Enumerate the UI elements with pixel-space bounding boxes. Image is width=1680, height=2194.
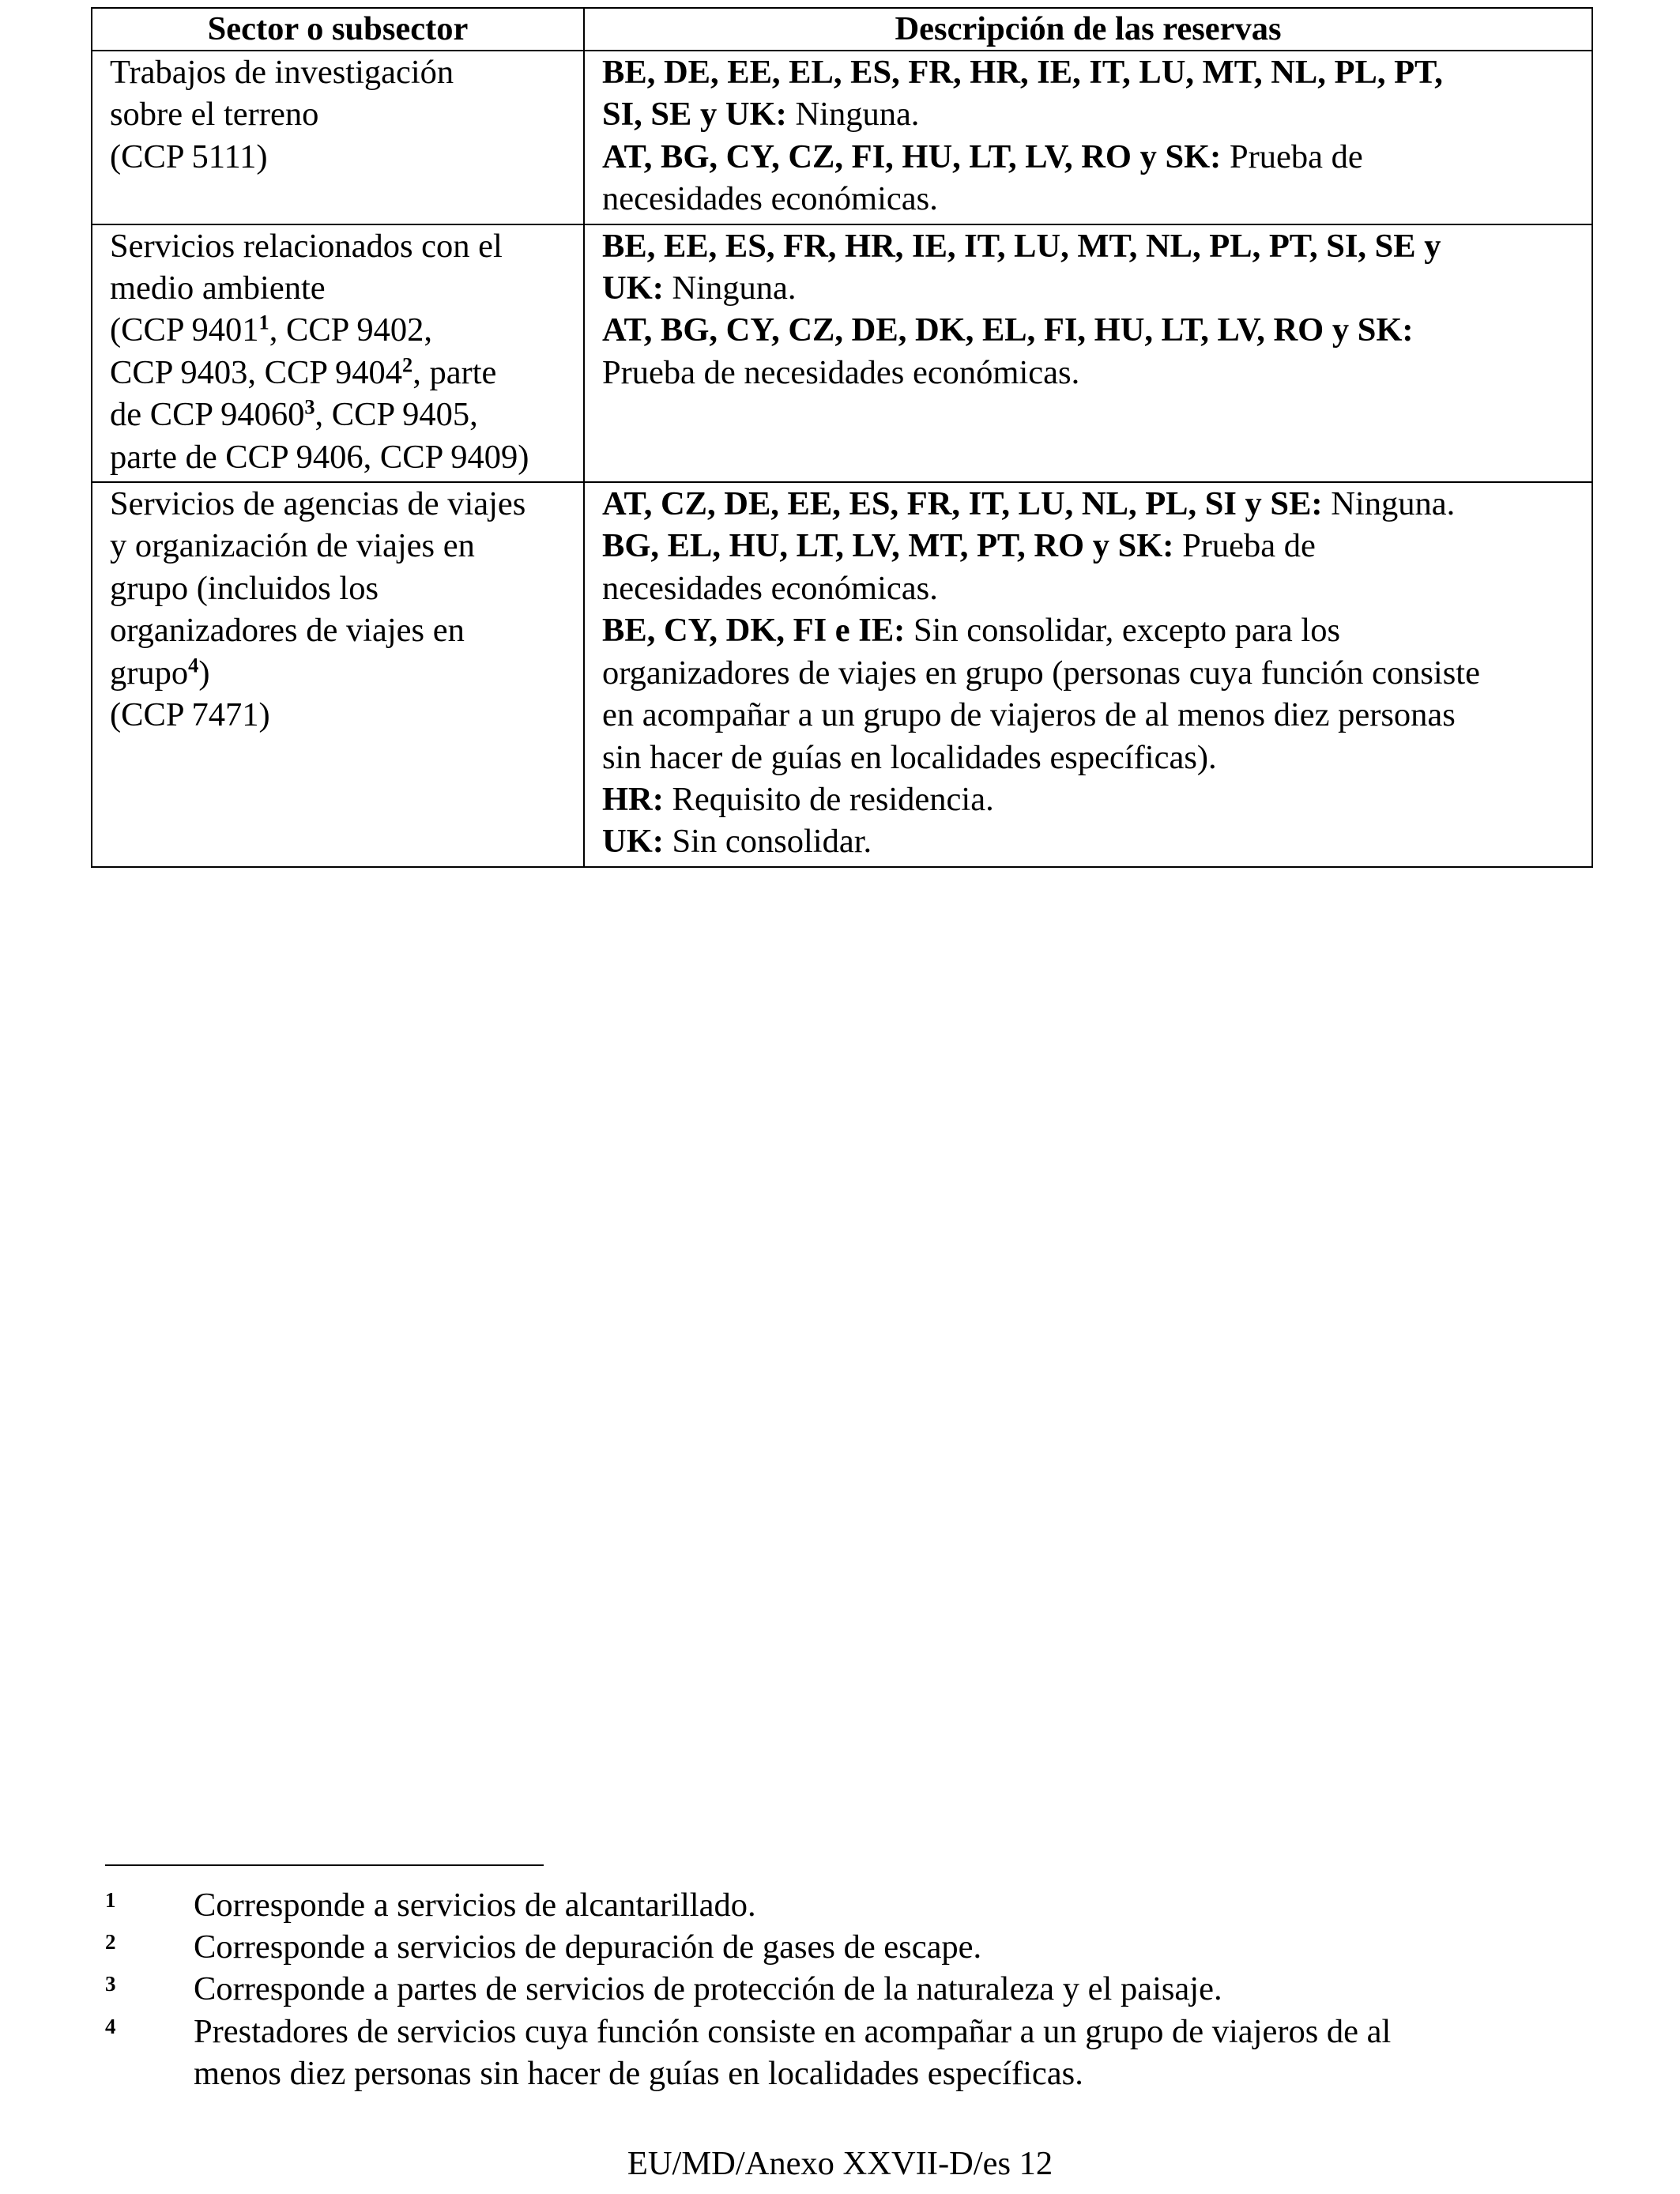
cell-text: Servicios de agencias de viajes (110, 485, 526, 523)
footnote-number: 1 (105, 1888, 116, 1912)
sector-cell (92, 224, 584, 482)
cell-text: sin hacer de guías en localidades específicas). (602, 738, 1217, 776)
country-codes: SI, SE y UK: (602, 96, 787, 134)
description-cell (584, 224, 1592, 482)
cell-text: , CCP 9405, (315, 396, 478, 434)
footnote-number: 3 (105, 1972, 116, 1996)
country-codes: BG, EL, HU, LT, LV, MT, PT, RO y SK: (602, 527, 1174, 565)
footnote-line: menos diez personas sin hacer de guías en localidades específicas. (194, 2054, 1083, 2092)
cell-line (110, 309, 575, 351)
cell-text: (CCP 9401 (110, 311, 259, 349)
cell-line (110, 436, 575, 478)
country-codes: BE, CY, DK, FI e IE: (602, 612, 906, 650)
footnote-line: Corresponde a partes de servicios de protección de la naturaleza y el paisaje. (194, 1970, 1222, 2008)
footnote-text (194, 1884, 1575, 1926)
footnote-line: Prestadores de servicios cuya función consiste en acompañar a un grupo de viajeros de al (194, 2012, 1392, 2050)
header-sector: Sector o subsector (92, 8, 584, 51)
cell-line (602, 225, 1584, 267)
footnote-ref: 1 (258, 311, 269, 334)
table-row (92, 482, 1592, 867)
cell-line (110, 652, 575, 694)
cell-line (110, 225, 575, 267)
footnote-ref: 4 (188, 654, 199, 677)
cell-line (110, 51, 575, 93)
sector-cell (92, 51, 584, 224)
cell-text: Prueba de (1221, 138, 1363, 175)
cell-line (602, 93, 1584, 135)
footnote-number: 2 (105, 1930, 116, 1955)
cell-text: Ninguna. (663, 270, 797, 307)
footnote-text (194, 1968, 1575, 2010)
cell-line (602, 525, 1584, 567)
footnote-number: 4 (105, 2014, 116, 2038)
country-codes: HR: (602, 780, 664, 818)
cell-line (110, 483, 575, 525)
cell-line (602, 567, 1584, 609)
footnote-ref: 2 (402, 353, 413, 377)
footnote (105, 1968, 1575, 2010)
footnote-separator (105, 1864, 544, 1866)
country-codes: AT, CZ, DE, EE, ES, FR, IT, LU, NL, PL, SI y SE: (602, 485, 1323, 523)
description-cell (584, 482, 1592, 867)
cell-line (110, 352, 575, 394)
cell-text: necesidades económicas. (602, 180, 938, 218)
cell-text: Sin consolidar, excepto para los (905, 612, 1340, 650)
cell-text: necesidades económicas. (602, 569, 938, 607)
footnote-line: Corresponde a servicios de depuración de gases de escape. (194, 1928, 982, 1966)
page-reference: EU/MD/Anexo XXVII-D/es 12 (627, 2145, 1053, 2182)
cell-text: (CCP 7471) (110, 696, 270, 734)
cell-line (602, 652, 1584, 694)
cell-text: organizadores de viajes en grupo (personas cuya función consiste (602, 654, 1480, 692)
cell-line (602, 352, 1584, 394)
cell-line (110, 267, 575, 309)
country-codes: AT, BG, CY, CZ, DE, DK, EL, FI, HU, LT, LV, RO y SK: (602, 311, 1414, 349)
cell-text: Ninguna. (1322, 485, 1456, 523)
cell-text: sobre el terreno (110, 96, 319, 134)
header-description: Descripción de las reservas (584, 8, 1592, 51)
cell-line (110, 394, 575, 435)
cell-line (110, 136, 575, 178)
cell-text: parte de CCP 9406, CCP 9409) (110, 438, 529, 476)
cell-line (602, 737, 1584, 778)
footnote-ref: 3 (304, 395, 315, 419)
cell-line (602, 309, 1584, 351)
reservations-table (91, 7, 1593, 868)
cell-text: Trabajos de investigación (110, 54, 454, 91)
footnote (105, 2011, 1575, 2094)
cell-line (110, 567, 575, 609)
cell-text: en acompañar a un grupo de viajeros de al menos diez personas (602, 696, 1456, 734)
cell-text: Prueba de necesidades económicas. (602, 353, 1080, 391)
cell-text: , CCP 9402, (269, 311, 432, 349)
cell-text: de CCP 94060 (110, 396, 305, 434)
cell-line (602, 267, 1584, 309)
footnote-text (194, 2011, 1575, 2094)
country-codes: BE, EE, ES, FR, HR, IE, IT, LU, MT, NL, PL, PT, SI, SE y (602, 227, 1441, 265)
cell-line (602, 136, 1584, 178)
cell-text: Requisito de residencia. (663, 780, 994, 818)
description-cell (584, 51, 1592, 224)
footnotes (105, 1884, 1575, 2094)
footnote-text (194, 1926, 1575, 1968)
cell-text: , parte (412, 353, 497, 391)
cell-line (602, 178, 1584, 220)
cell-text: Prueba de (1173, 527, 1316, 565)
table-row (92, 224, 1592, 482)
cell-line (602, 778, 1584, 820)
cell-text: medio ambiente (110, 270, 326, 307)
country-codes: AT, BG, CY, CZ, FI, HU, LT, LV, RO y SK: (602, 138, 1222, 175)
cell-text: y organización de viajes en (110, 527, 475, 565)
cell-line (110, 93, 575, 135)
cell-text: Sin consolidar. (663, 823, 872, 861)
cell-text: grupo (incluidos los (110, 569, 379, 607)
country-codes: UK: (602, 270, 664, 307)
cell-text: organizadores de viajes en (110, 612, 465, 650)
footnote (105, 1926, 1575, 1968)
footnote (105, 1884, 1575, 1926)
cell-line (110, 525, 575, 567)
cell-text: grupo (110, 654, 189, 692)
cell-line (602, 483, 1584, 525)
cell-line (602, 609, 1584, 651)
cell-text: Ninguna. (786, 96, 920, 134)
footnote-line: Corresponde a servicios de alcantarillado. (194, 1887, 756, 1924)
cell-text: (CCP 5111) (110, 138, 268, 175)
cell-text: CCP 9403, CCP 9404 (110, 353, 403, 391)
cell-text: Servicios relacionados con el (110, 227, 503, 265)
cell-line (602, 694, 1584, 736)
sector-cell (92, 482, 584, 867)
country-codes: UK: (602, 823, 664, 861)
table-header-row (92, 8, 1592, 51)
cell-line (602, 820, 1584, 862)
cell-line (602, 51, 1584, 93)
country-codes: BE, DE, EE, EL, ES, FR, HR, IE, IT, LU, MT, NL, PL, PT, (602, 54, 1443, 91)
cell-text: ) (198, 654, 210, 692)
cell-line (110, 609, 575, 651)
table-row (92, 51, 1592, 224)
cell-line (110, 694, 575, 736)
